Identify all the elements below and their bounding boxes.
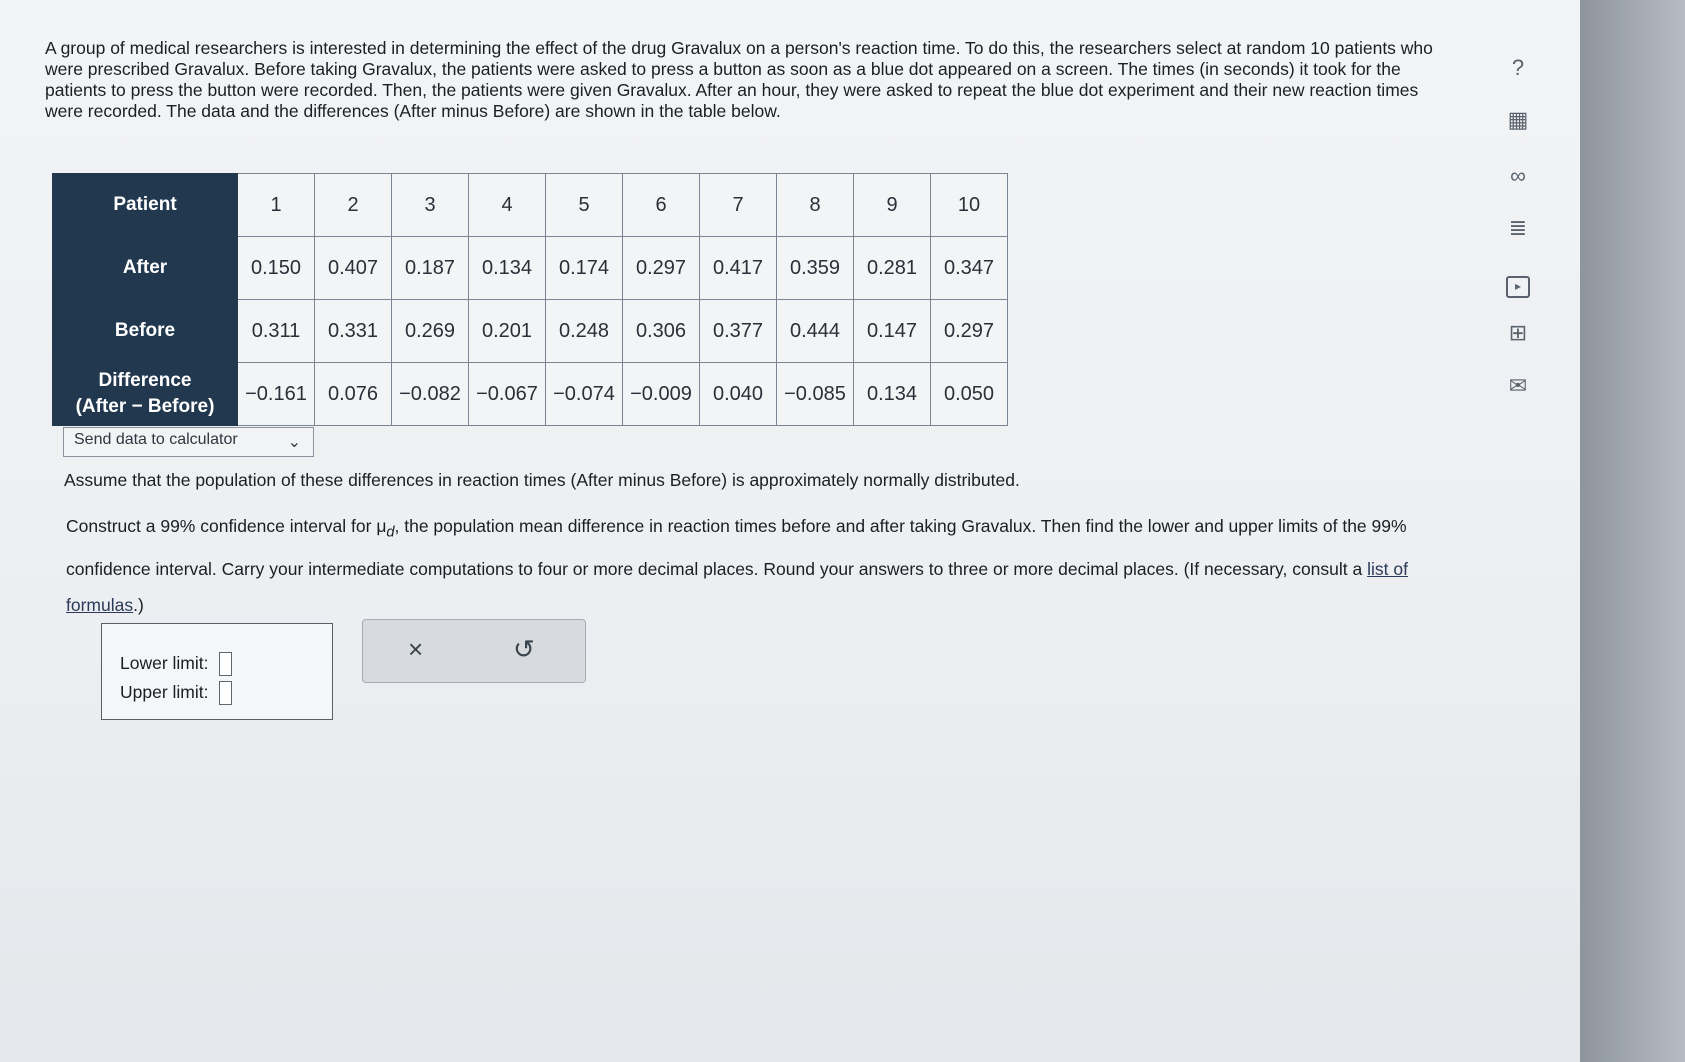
ebook-icon[interactable]: ≣ [1508, 215, 1528, 240]
video-icon[interactable] [1500, 270, 1536, 298]
difference-cell: 0.134 [854, 363, 931, 426]
patient-cell: 2 [315, 174, 392, 237]
instructions-part2: , the population mean difference in reaction times before and after taking Gravalux. Then find the lower and upper limits of the 99% confidence interval. Carry your intermediate computations to four or more decimal places. Round your answers to three or more decimal places. (If necessary, consult a [66, 516, 1407, 579]
video-icon-glyph: ▸ [1506, 276, 1530, 298]
patient-cell: 7 [700, 174, 777, 237]
before-cell: 0.311 [238, 300, 315, 363]
clear-button[interactable]: × [408, 634, 424, 664]
difference-header-line2: (After − Before) [75, 396, 215, 417]
after-cell: 0.417 [700, 237, 777, 300]
patient-cell: 10 [931, 174, 1008, 237]
after-cell: 0.347 [931, 237, 1008, 300]
after-cell: 0.281 [854, 237, 931, 300]
difference-header [53, 363, 238, 426]
help-icon[interactable]: ? [1511, 55, 1525, 80]
difference-cell: −0.067 [469, 363, 546, 426]
message-icon[interactable]: ✉ [1508, 373, 1528, 398]
answer-panel [101, 623, 333, 720]
difference-cell: 0.050 [931, 363, 1008, 426]
infinity-icon[interactable]: ∞ [1510, 163, 1526, 188]
difference-cell: 0.040 [700, 363, 777, 426]
patient-cell: 8 [777, 174, 854, 237]
periodic-table-icon[interactable]: ⊞ [1508, 320, 1528, 345]
before-header: Before [53, 300, 238, 363]
after-cell: 0.297 [623, 237, 700, 300]
lower-limit-label: Lower limit: [120, 653, 209, 673]
upper-limit-row [120, 678, 332, 707]
after-cell: 0.150 [238, 237, 315, 300]
upper-limit-label: Upper limit: [120, 682, 209, 702]
patient-cell: 6 [623, 174, 700, 237]
before-cell: 0.201 [469, 300, 546, 363]
difference-cell: −0.161 [238, 363, 315, 426]
after-cell: 0.407 [315, 237, 392, 300]
difference-cell: −0.082 [392, 363, 469, 426]
after-cell: 0.174 [546, 237, 623, 300]
instructions-part3: .) [133, 594, 144, 615]
send-data-label: Send data to calculator [74, 431, 238, 448]
instructions-part1: Construct a 99% confidence interval for [66, 516, 377, 536]
monitor-bezel [1580, 0, 1685, 1062]
patient-cell: 5 [546, 174, 623, 237]
data-table [52, 173, 1008, 426]
difference-header-line1: Difference [98, 370, 192, 391]
patient-header: Patient [53, 174, 238, 237]
patient-cell: 9 [854, 174, 931, 237]
assumption-text: Assume that the population of these differences in reaction times (After minus Before) is approximately normally distributed. [64, 470, 1020, 490]
instructions-text [66, 508, 1426, 623]
before-cell: 0.147 [854, 300, 931, 363]
after-cell: 0.359 [777, 237, 854, 300]
difference-row [53, 363, 1008, 426]
after-row [53, 237, 1008, 300]
patient-row [53, 174, 1008, 237]
difference-cell: 0.076 [315, 363, 392, 426]
problem-statement: A group of medical researchers is interested in determining the effect of the drug Gravalux on a person's reaction time. To do this, the researchers select at random 10 patients who were prescribed Gravalux. Before taking Gravalux, the patients were asked to press a button as soon as a blue dot appeared on a screen. The times (in seconds) it took for the patients to press the button were recorded. Then, the patients were given Gravalux. After an hour, they were asked to repeat the blue dot experiment and their new reaction times were recorded. The data and the differences (After minus Before) are shown in the table below. [45, 38, 1433, 121]
difference-cell: −0.085 [777, 363, 854, 426]
difference-cell: −0.009 [623, 363, 700, 426]
after-cell: 0.134 [469, 237, 546, 300]
patient-cell: 1 [238, 174, 315, 237]
patient-cell: 3 [392, 174, 469, 237]
before-cell: 0.444 [777, 300, 854, 363]
difference-cell: −0.074 [546, 363, 623, 426]
before-cell: 0.306 [623, 300, 700, 363]
after-cell: 0.187 [392, 237, 469, 300]
lower-limit-row [120, 649, 332, 678]
before-cell: 0.331 [315, 300, 392, 363]
send-data-to-calculator-dropdown[interactable] [63, 427, 314, 457]
answer-actions [362, 619, 586, 683]
formulas-link[interactable]: list of formulas [66, 558, 1408, 615]
before-row [53, 300, 1008, 363]
lower-limit-input[interactable] [219, 652, 232, 676]
mu-subscript: d [386, 524, 395, 541]
before-cell: 0.297 [931, 300, 1008, 363]
before-cell: 0.248 [546, 300, 623, 363]
after-header: After [53, 237, 238, 300]
undo-button[interactable]: ↺ [513, 634, 535, 664]
upper-limit-input[interactable] [219, 681, 232, 705]
mu-symbol: μ [376, 516, 387, 536]
patient-cell: 4 [469, 174, 546, 237]
chevron-down-icon: ⌄ [287, 434, 301, 451]
before-cell: 0.269 [392, 300, 469, 363]
calculator-icon[interactable]: ▦ [1507, 107, 1529, 132]
before-cell: 0.377 [700, 300, 777, 363]
